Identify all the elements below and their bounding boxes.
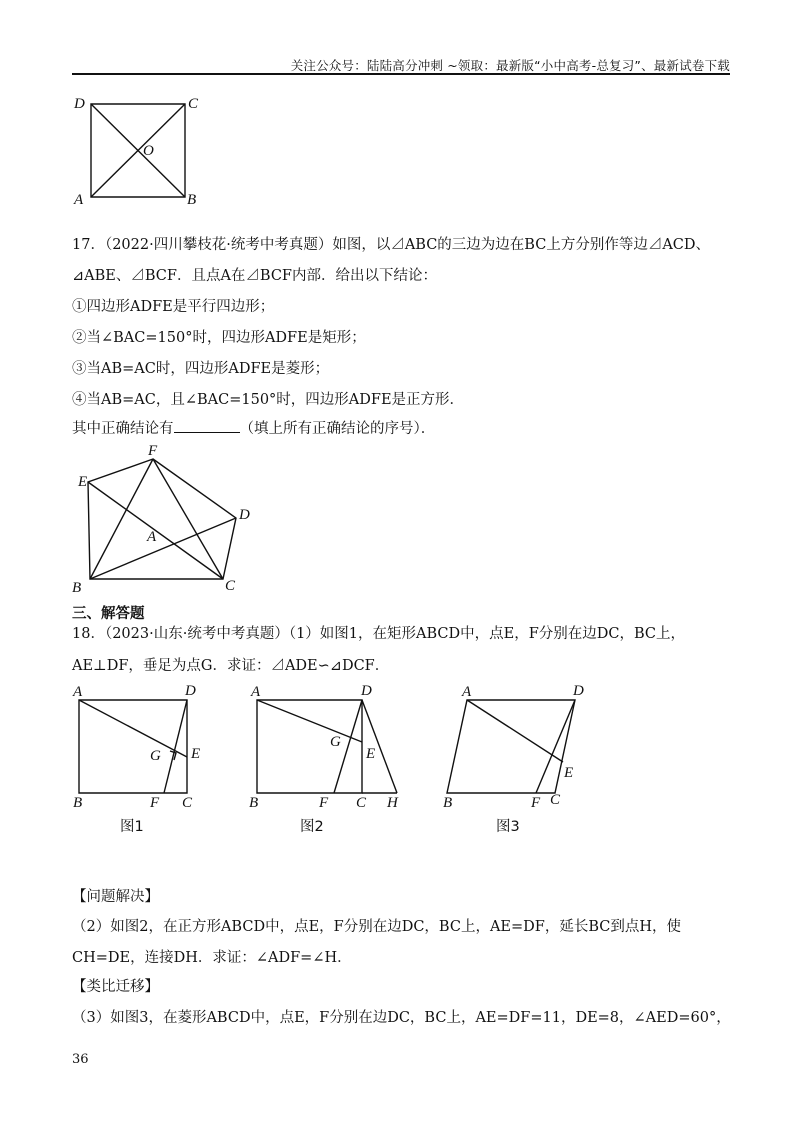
fig2-label-c: C [356,795,367,811]
fig1-label-e: E [191,746,201,762]
problem18-line2: AE⊥DF，垂足为点G．求证：⊿ADE∽⊿DCF． [72,658,390,674]
problem18-line1: 18．（2023·山东·统考中考真题）（1）如图1，在矩形ABCD中，点E，F分别在边DC，BC上， [72,626,686,642]
fig2-label-h: H [387,795,398,811]
fig1-label-a: A [73,684,83,700]
fig2-label-g: G [330,734,341,750]
pentagon-label-b: B [72,580,82,596]
problem17-item2: ②当∠BAC=150°时，四边形ADFE是矩形； [72,330,366,346]
fig1-label-f: F [150,795,160,811]
square-label-o: O [143,143,154,159]
fig3-label-e: E [564,765,574,781]
section-analogy: 【类比迁移】 [72,979,159,995]
fig2-label-e: E [366,746,376,762]
problem17-question-after: （填上所有正确结论的序号）． [239,421,436,437]
fig3-line-ae [467,700,563,762]
fig3-label-d: D [573,683,584,699]
fig2-label-a: A [251,684,261,700]
pentagon-label-e: E [78,474,88,490]
pentagon-label-d: D [239,507,250,523]
fig3-caption: 图3 [496,819,520,835]
square-label-a: A [74,192,84,208]
problem17-line1: 17．（2022·四川攀枝花·统考中考真题）如图，以⊿ABC的三边为边在BC上方分别作等边⊿ACD、 [72,237,711,253]
fig1-label-b: B [73,795,83,811]
problem18-part3-line1: （3）如图3，在菱形ABCD中，点E，F分别在边DC，BC上，AE=DF=11，DE=8，∠AED=60°， [72,1010,731,1026]
problem17-item1: ①四边形ADFE是平行四边形； [72,299,275,315]
fig3-label-c: C [550,792,561,808]
pentagon-label-a: A [147,529,157,545]
problem18-part2-line2: CH=DE，连接DH．求证：∠ADF=∠H． [72,950,352,966]
pentagon-label-f: F [148,443,158,459]
fig1-label-c: C [182,795,193,811]
problem17-item4: ④当AB=AC，且∠BAC=150°时，四边形ADFE是正方形． [72,392,465,408]
problem18-part2-line1: （2）如图2，在正方形ABCD中，点E，F分别在边DC，BC上，AE=DF，延长BC到点H，使 [72,919,682,935]
section-title: 三、解答题 [72,606,145,622]
fig3-label-a: A [462,684,472,700]
page-number: 36 [72,1052,89,1067]
fig1-label-d: D [185,683,196,699]
square-label-d: D [74,96,85,112]
problem17-item3: ③当AB=AC时，四边形ADFE是菱形； [72,361,330,377]
square-label-c: C [188,96,199,112]
fig2-label-d: D [361,683,372,699]
fig3-label-b: B [443,795,453,811]
square-label-b: B [187,192,197,208]
pentagon-label-c: C [225,578,236,594]
fig3-label-f: F [531,795,541,811]
fig1-caption: 图1 [120,819,144,835]
section-problem-solving: 【问题解决】 [72,889,159,905]
page-header: 关注公众号：陆陆高分冲刺 ~领取：最新版“小中高考-总复习”、最新试卷下载 [290,58,730,73]
problem17-question-before: 其中正确结论有 [72,421,174,437]
fig2-label-b: B [249,795,259,811]
fig1-label-g: G [150,748,161,764]
problem17-line2: ⊿ABE、⊿BCF．且点A在⊿BCF内部．给出以下结论： [72,268,437,284]
fig2-label-f: F [319,795,329,811]
fig2-caption: 图2 [300,819,324,835]
